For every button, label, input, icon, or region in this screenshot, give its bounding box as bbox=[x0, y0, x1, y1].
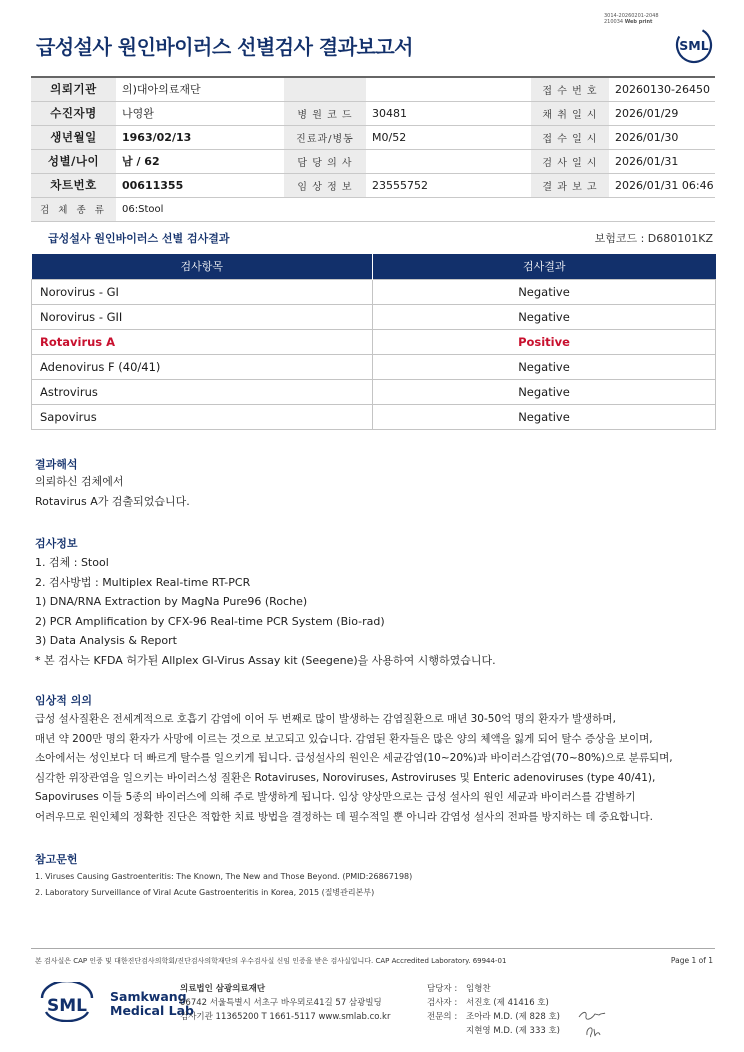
organization-info bbox=[180, 982, 390, 1024]
info-label: 채 취 일 시 bbox=[531, 101, 609, 125]
staff-row bbox=[427, 996, 560, 1010]
staff-name: 임형찬 bbox=[466, 984, 491, 994]
test-item: Rotavirus A bbox=[32, 329, 373, 354]
page-number: Page 1 of 1 bbox=[670, 956, 713, 965]
info-label bbox=[284, 77, 366, 101]
sml-footer-logo-icon bbox=[36, 982, 98, 1022]
info-label: 의뢰기관 bbox=[31, 77, 116, 101]
interpretation-text bbox=[35, 472, 190, 511]
text-line: 1. 검체 : Stool bbox=[35, 556, 109, 569]
clinical-title: 임상적 의의 bbox=[35, 694, 92, 707]
info-label: 성별/나이 bbox=[31, 149, 116, 173]
text-line: * 본 검사는 KFDA 허가된 Allplex GI-Virus Assay kit (Seegene)을 사용하여 시행하였습니다. bbox=[35, 653, 496, 667]
table-row bbox=[32, 354, 716, 379]
test-result: Negative bbox=[373, 279, 716, 304]
test-item: Sapovirus bbox=[32, 404, 373, 429]
reference-line: 1. Viruses Causing Gastroenteritis: The Known, The New and Those Beyond. (PMID:26867198) bbox=[35, 872, 413, 881]
text-line: 매년 약 200만 명의 환자가 사망에 이르는 것으로 보고되고 있습니다. 감염된 환자들은 많은 양의 체액을 잃게 되어 탈수 증상을 보이며, bbox=[35, 732, 653, 745]
text-line: 소아에서는 성인보다 더 빠르게 탈수를 일으키게 됩니다. 급성설사의 원인은 세균감염(10~20%)과 바이러스감염(70~80%)으로 분류되며, bbox=[35, 752, 673, 764]
staff-row bbox=[427, 1010, 560, 1024]
info-row bbox=[31, 173, 715, 197]
test-result: Negative bbox=[373, 354, 716, 379]
test-item: Norovirus - GI bbox=[32, 279, 373, 304]
results-section-title: 급성설사 원인바이러스 선별 검사결과 bbox=[48, 232, 230, 245]
clinical-text bbox=[35, 710, 673, 827]
info-label: 결 과 보 고 bbox=[531, 173, 609, 197]
staff-role: 담당자 : bbox=[427, 984, 458, 994]
info-label: 수진자명 bbox=[31, 101, 116, 125]
table-row-positive bbox=[32, 329, 716, 354]
info-label: 담 당 의 사 bbox=[284, 149, 366, 173]
info-value-collection-date: 2026/01/29 bbox=[609, 101, 715, 125]
sml-logo-icon bbox=[675, 26, 713, 64]
test-result: Negative bbox=[373, 304, 716, 329]
staff-row bbox=[427, 982, 560, 996]
text-line: 2) PCR Amplification by CFX-96 Real-time PCR System (Bio-rad) bbox=[35, 614, 385, 628]
info-label: 진료과/병동 bbox=[284, 125, 366, 149]
results-table bbox=[31, 254, 716, 430]
document-id-line1: 3014-20260201-2048 bbox=[604, 13, 659, 19]
info-value-hospital-code: 30481 bbox=[366, 101, 531, 125]
logo-text: SML bbox=[679, 38, 709, 53]
text-line: 3) Data Analysis & Report bbox=[35, 634, 177, 647]
brand-line: Medical Lab bbox=[110, 1003, 194, 1018]
logo-text: SML bbox=[47, 996, 87, 1016]
text-line: 의뢰하신 검체에서 bbox=[35, 475, 124, 488]
info-value-clinical-info: 23555752 bbox=[366, 173, 531, 197]
document-id bbox=[604, 13, 659, 25]
info-value-test-date: 2026/01/31 bbox=[609, 149, 715, 173]
info-label: 임 상 정 보 bbox=[284, 173, 366, 197]
info-row bbox=[31, 125, 715, 149]
table-row bbox=[32, 304, 716, 329]
test-item: Norovirus - GII bbox=[32, 304, 373, 329]
interpretation-title: 결과해석 bbox=[35, 458, 78, 471]
test-result: Negative bbox=[373, 404, 716, 429]
column-header-result: 검사결과 bbox=[373, 254, 716, 279]
column-header-item: 검사항목 bbox=[32, 254, 373, 279]
page-title: 급성설사 원인바이러스 선별검사 결과보고서 bbox=[36, 35, 413, 59]
signature-1-icon bbox=[577, 1008, 607, 1022]
info-row bbox=[31, 101, 715, 125]
references-text bbox=[35, 869, 412, 901]
info-value-birthdate: 1963/02/13 bbox=[116, 125, 284, 149]
staff-row bbox=[427, 1024, 560, 1038]
staff-name: 지현영 M.D. (제 333 호) bbox=[466, 1026, 561, 1036]
org-contact: 검사기관 11365200 T 1661-5117 www.smlab.co.kr bbox=[180, 1012, 391, 1022]
accreditation-note: 본 검사실은 CAP 인증 및 대한진단검사의학회/진단검사의학재단의 우수검사실 신임 인증을 받은 검사실입니다. CAP Accredited Laboratory. 69944-01 bbox=[35, 957, 507, 965]
text-line: 1) DNA/RNA Extraction by MagNa Pure96 (Roche) bbox=[35, 595, 308, 608]
info-value-requester: 의)대아의료재단 bbox=[116, 77, 284, 101]
info-value-patient-name: 나영완 bbox=[116, 101, 284, 125]
info-value-department: M0/52 bbox=[366, 125, 531, 149]
info-label: 접 수 일 시 bbox=[531, 125, 609, 149]
info-value-specimen: 06:Stool bbox=[116, 197, 715, 221]
table-row bbox=[32, 379, 716, 404]
document-id-number: 210034 bbox=[604, 19, 624, 25]
staff-role bbox=[427, 1024, 466, 1038]
info-value-doctor bbox=[366, 149, 531, 173]
test-item: Adenovirus F (40/41) bbox=[32, 354, 373, 379]
reference-line: 2. Laboratory Surveillance of Viral Acute Gastroenteritis in Korea, 2015 (질병관리본부) bbox=[35, 888, 375, 897]
text-line: 2. 검사방법 : Multiplex Real-time RT-PCR bbox=[35, 575, 251, 589]
signature-2-icon bbox=[583, 1023, 603, 1039]
test-result: Negative bbox=[373, 379, 716, 404]
info-label: 차트번호 bbox=[31, 173, 116, 197]
text-line: 심각한 위장관염을 일으키는 바이러스성 질환은 Rotaviruses, Noroviruses, Astroviruses 및 Enteric adenoviruses (type 40/41), bbox=[35, 771, 656, 784]
footer-divider bbox=[31, 948, 715, 949]
insurance-code: 보험코드 : D680101KZ bbox=[594, 232, 713, 245]
info-label: 생년월일 bbox=[31, 125, 116, 149]
brand-line: Samkwang bbox=[110, 989, 187, 1004]
info-value-accession: 20260130-26450 bbox=[609, 77, 715, 101]
staff-name: 서진호 (제 41416 호) bbox=[466, 998, 549, 1008]
web-print-tag: Web print bbox=[624, 19, 653, 25]
staff-list bbox=[427, 982, 560, 1038]
staff-role: 검사자 : bbox=[427, 998, 458, 1008]
text-line: 급성 설사질환은 전세계적으로 호흡기 감염에 이어 두 번째로 많이 발생하는 감염질환으로 매년 30-50억 명의 환자가 발생하며, bbox=[35, 713, 616, 725]
text-line: 어려우므로 원인체의 정확한 진단은 적합한 치료 방법을 결정하는 데 필수적일 뿐 아니라 감염성 설사의 전파를 방지하는 데 중요합니다. bbox=[35, 810, 653, 823]
test-info-title: 검사정보 bbox=[35, 537, 78, 550]
test-item: Astrovirus bbox=[32, 379, 373, 404]
staff-name: 조아라 M.D. (제 828 호) bbox=[466, 1012, 561, 1022]
info-label: 접 수 번 호 bbox=[531, 77, 609, 101]
info-value-receipt-date: 2026/01/30 bbox=[609, 125, 715, 149]
references-title: 참고문헌 bbox=[35, 853, 78, 866]
info-label: 병 원 코 드 bbox=[284, 101, 366, 125]
table-row bbox=[32, 404, 716, 429]
info-row bbox=[31, 77, 715, 101]
patient-info-table bbox=[31, 76, 715, 222]
text-line: Sapoviruses 이들 5종의 바이러스에 의해 주로 발생하게 됩니다. 임상 양상만으로는 급성 설사의 원인 세균과 바이러스를 감별하기 bbox=[35, 791, 636, 803]
results-header-row bbox=[32, 254, 716, 279]
info-label: 검 체 종 류 bbox=[31, 197, 116, 221]
org-name: 의료법인 삼광의료재단 bbox=[180, 984, 266, 994]
table-row bbox=[32, 279, 716, 304]
info-value-report-date: 2026/01/31 06:46 bbox=[609, 173, 715, 197]
info-label: 검 사 일 시 bbox=[531, 149, 609, 173]
info-row bbox=[31, 149, 715, 173]
info-row bbox=[31, 197, 715, 221]
info-value-chart-number: 00611355 bbox=[116, 173, 284, 197]
info-value bbox=[366, 77, 531, 101]
text-line: Rotavirus A가 검출되었습니다. bbox=[35, 494, 190, 508]
test-result: Positive bbox=[373, 329, 716, 354]
info-value-sex-age: 남 / 62 bbox=[116, 149, 284, 173]
org-address: 06742 서울특별시 서초구 바우뫼로41길 57 삼광빌딩 bbox=[180, 998, 382, 1008]
staff-role: 전문의 : bbox=[427, 1012, 458, 1022]
test-info-text bbox=[35, 553, 496, 670]
